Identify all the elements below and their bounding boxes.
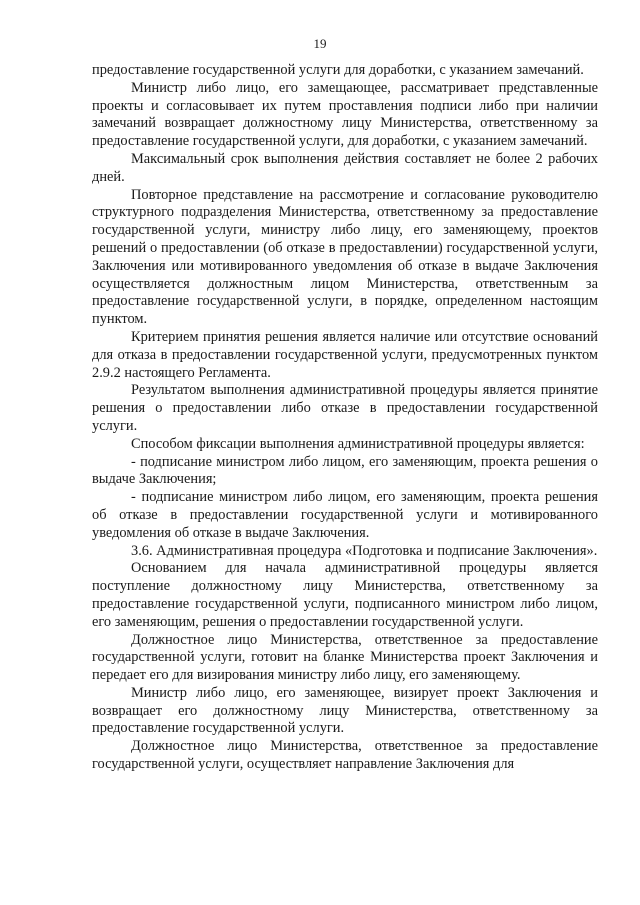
paragraph: предоставление государственной услуги для доработки, с указанием замечаний.	[92, 62, 584, 78]
paragraph: Должностное лицо Министерства, ответственное за предоставление государственной услуги, готовит на бланке Министерства проект Заключения и передает его для визирования министру либо лицу, его заменяющему.	[92, 631, 598, 684]
paragraph: Министр либо лицо, его заменяющее, визирует проект Заключения и возвращает его должностному лицу Министерства, ответственному за предоставление государственной услуги.	[92, 684, 598, 737]
section-heading: 3.6. Административная процедура «Подготовка и подписание Заключения».	[131, 542, 598, 559]
list-item: - подписание министром либо лицом, его заменяющим, проекта решения об отказе в предоставлении государственной услуги и мотивированного уведомления об отказе в выдаче Заключения.	[92, 489, 598, 541]
paragraph: Максимальный срок выполнения действия составляет не более 2 рабочих дней.	[92, 150, 598, 185]
paragraph: Результатом выполнения административной процедуры является принятие решения о предоставлении либо отказе в предоставлении государственной услуги.	[92, 382, 598, 434]
paragraph: Основанием для начала административной процедуры является поступление должностному лицу Министерства, ответственному за предоставление государственной услуги, подписанного министром либо лицом, его заменяющим, решения о предоставлении государственной услуги.	[92, 560, 598, 630]
paragraph: Министр либо лицо, его замещающее, рассматривает представленные проекты и согласовывает их путем проставления подписи либо при наличии замечаний возвращает должностному лицу Министерства, ответственному за предоставление государственной услуги, для доработки, с указанием замечаний.	[92, 79, 598, 150]
paragraph: Критерием принятия решения является наличие или отсутствие оснований для отказа в предоставлении государственной услуги, предусмотренных пунктом 2.9.2 настоящего Регламента.	[92, 328, 598, 381]
page-number: 19	[313, 36, 327, 51]
paragraph: Способом фиксации выполнения административной процедуры является:	[131, 435, 585, 452]
paragraph: Повторное представление на рассмотрение и согласование руководителю структурного подразделения Министерства, ответственному за предоставление государственной услуги, министру либо лицу, его заменяющему, проектов решений о предоставлении (об отказе в предоставлении) государственной услуги, Заключения или мотивированного уведомления об отказе в выдаче Заключения осуществляется должностным лицом Министерства, ответственным за предоставление государственной услуги, в порядке, определенном настоящим пунктом.	[92, 186, 598, 328]
document-body	[92, 62, 598, 774]
list-item: - подписание министром либо лицом, его заменяющим, проекта решения о выдаче Заключения;	[92, 453, 598, 488]
paragraph: Должностное лицо Министерства, ответственное за предоставление государственной услуги, осуществляет направление Заключения для	[92, 738, 598, 773]
